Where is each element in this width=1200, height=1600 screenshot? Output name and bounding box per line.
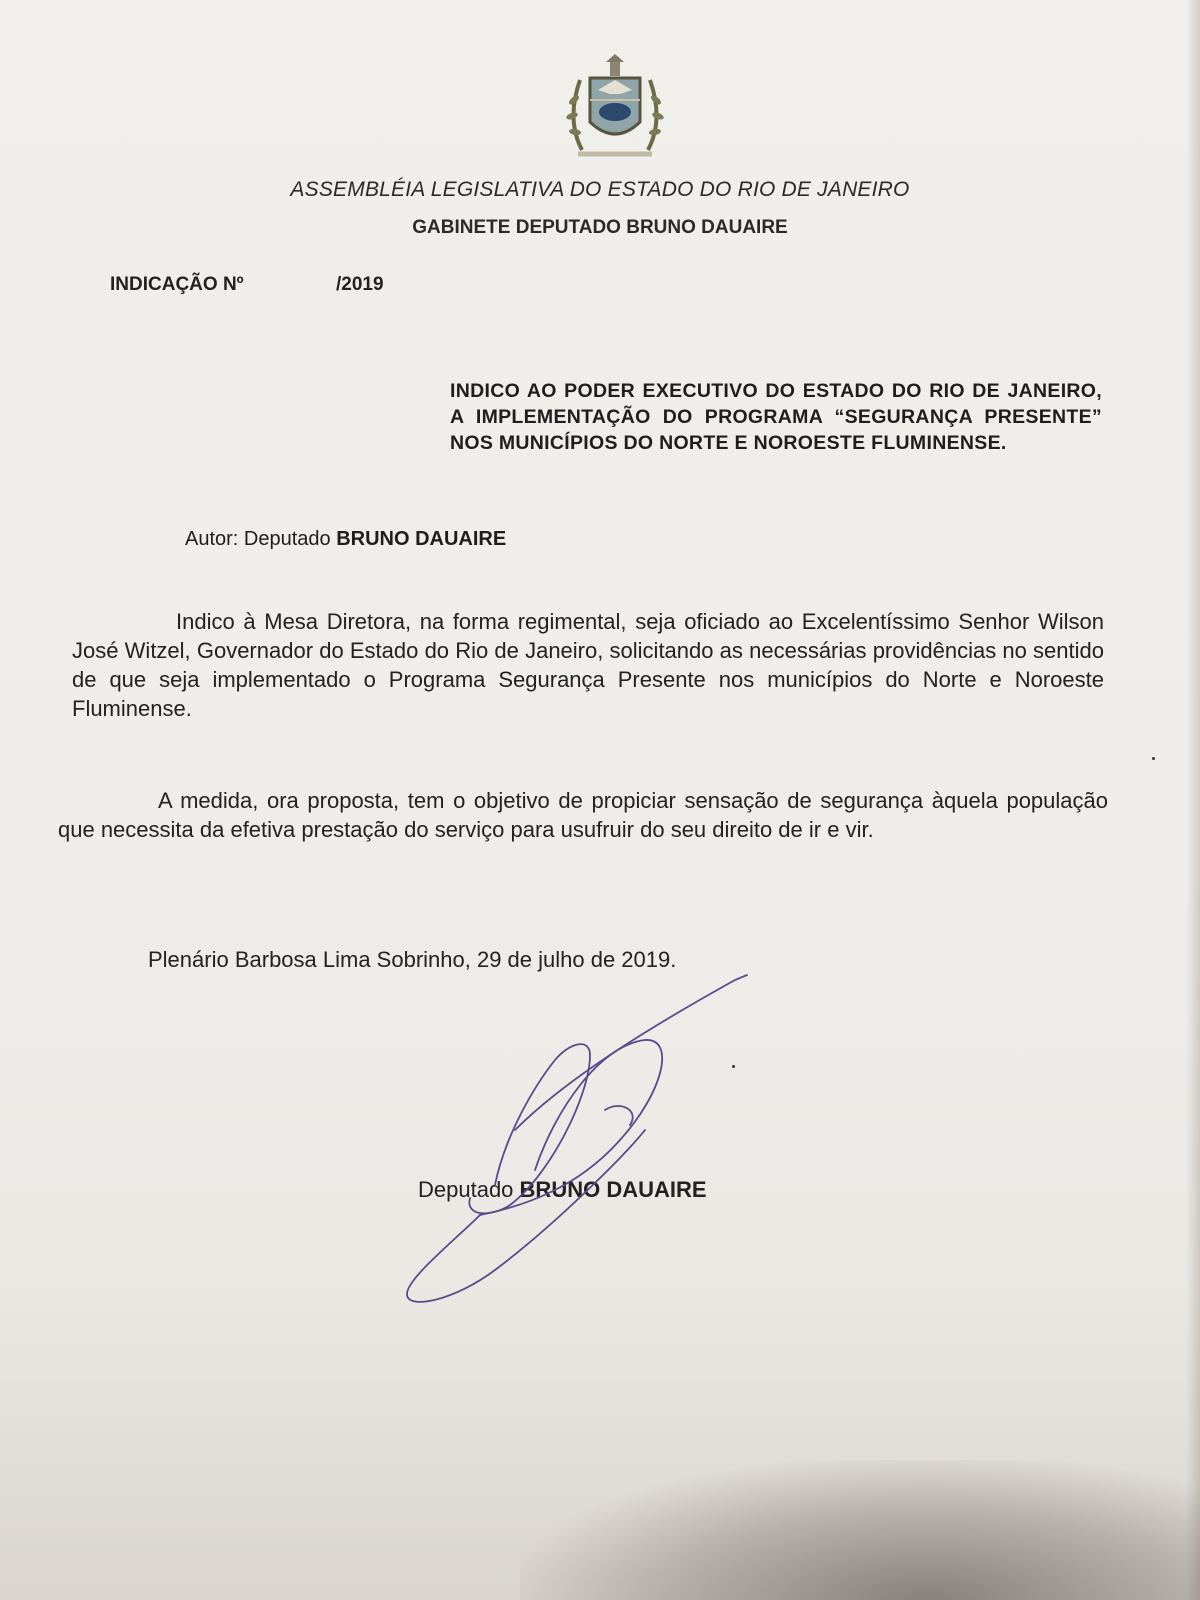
handwritten-signature bbox=[395, 960, 795, 1330]
indicacao-label: INDICAÇÃO Nº bbox=[110, 274, 244, 295]
place-and-date: Plenário Barbosa Lima Sobrinho, 29 de julho de 2019. bbox=[148, 947, 677, 972]
signer-name: BRUNO DAUAIRE bbox=[519, 1177, 707, 1202]
photo-shadow bbox=[520, 1460, 1200, 1600]
indicacao-number: /2019 bbox=[336, 274, 384, 295]
author-line bbox=[185, 528, 506, 551]
office-name: GABINETE DEPUTADO BRUNO DAUAIRE bbox=[412, 217, 788, 238]
subject-summary: INDICO AO PODER EXECUTIVO DO ESTADO DO RIO DE JANEIRO, A IMPLEMENTAÇÃO DO PROGRAMA “SEGURANÇA PRESENTE” NOS MUNICÍPIOS DO NORTE E NOROESTE FLUMINENSE. bbox=[450, 380, 1102, 454]
indicacao-heading bbox=[110, 274, 384, 296]
body-paragraph: A medida, ora proposta, tem o objetivo de propiciar sensação de segurança àquela população que necessita da efetiva prestação do serviço para usufruir do seu direito de ir e vir. bbox=[58, 788, 1108, 842]
signer-title: Deputado bbox=[418, 1177, 514, 1202]
page-edge-shadow bbox=[1186, 0, 1200, 1600]
paper-speck bbox=[732, 1065, 735, 1068]
coat-of-arms-icon bbox=[560, 50, 670, 170]
author-name: BRUNO DAUAIRE bbox=[336, 528, 507, 550]
author-label: Autor: Deputado bbox=[185, 528, 331, 550]
body-paragraph: Indico à Mesa Diretora, na forma regimental, seja oficiado ao Excelentíssimo Senhor Wilson José Witzel, Governador do Estado do Rio de Janeiro, solicitando as necessárias providências no sentido de que seja implementado o Programa Segurança Presente nos municípios do Norte e Noroeste Fluminense. bbox=[72, 609, 1104, 721]
institution-name: ASSEMBLÉIA LEGISLATIVA DO ESTADO DO RIO DE JANEIRO bbox=[290, 178, 910, 201]
paper-speck bbox=[1152, 757, 1155, 760]
